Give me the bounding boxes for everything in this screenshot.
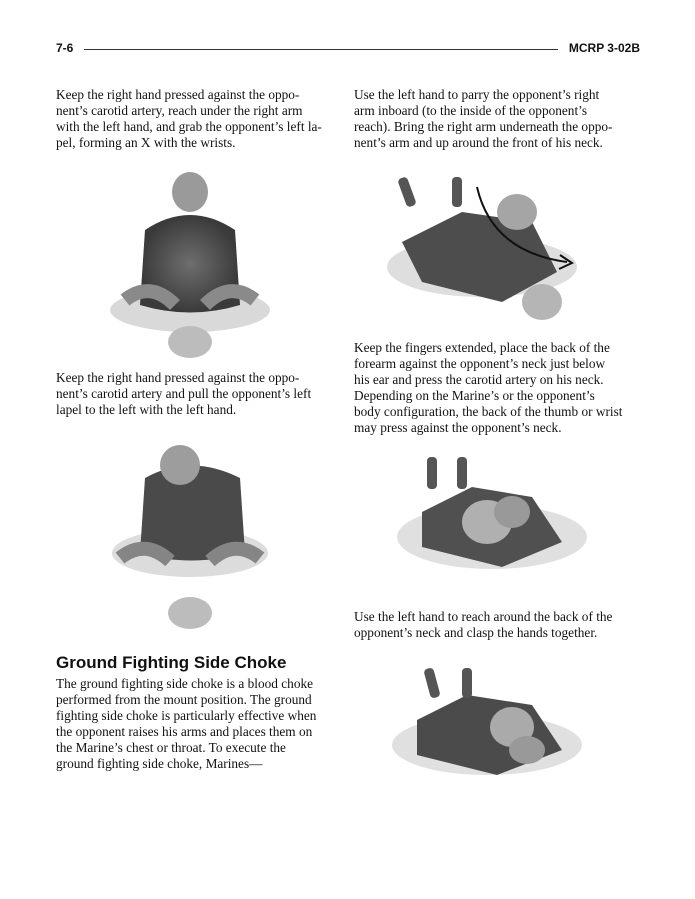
right-paragraph-1 bbox=[354, 87, 639, 151]
text-line: Depending on the Marine’s or the opponent’s bbox=[354, 388, 595, 403]
text-line: lapel to the left with the left hand. bbox=[56, 402, 237, 417]
header-rule bbox=[84, 49, 558, 50]
photo-clasp-hands bbox=[387, 665, 587, 790]
left-paragraph-3 bbox=[56, 676, 331, 772]
text-line: opponent’s neck and clasp the hands together. bbox=[354, 625, 598, 640]
photo-mount-pull-lapel bbox=[105, 443, 275, 633]
text-line: arm inboard (to the inside of the opponent’s bbox=[354, 103, 588, 118]
text-line: ground fighting side choke, Marines— bbox=[56, 756, 263, 771]
photo-parry-arm bbox=[382, 172, 582, 332]
text-line: Keep the right hand pressed against the oppo- bbox=[56, 87, 300, 102]
text-line: Keep the right hand pressed against the oppo- bbox=[56, 370, 300, 385]
photo-mount-grab-lapel bbox=[105, 170, 275, 360]
text-line: pel, forming an X with the wrists. bbox=[56, 135, 236, 150]
text-line: fighting side choke is particularly effective when bbox=[56, 708, 317, 723]
page-number: 7-6 bbox=[56, 41, 74, 55]
text-line: Use the left hand to parry the opponent’s right bbox=[354, 87, 600, 102]
section-heading: Ground Fighting Side Choke bbox=[56, 653, 287, 672]
text-line: Use the left hand to reach around the back of the bbox=[354, 609, 613, 624]
running-header bbox=[56, 41, 640, 59]
text-line: body configuration, the back of the thumb or wrist bbox=[354, 404, 623, 419]
text-line: The ground fighting side choke is a blood choke bbox=[56, 676, 314, 691]
text-line: nent’s carotid artery, reach under the right arm bbox=[56, 103, 303, 118]
text-line: his ear and press the carotid artery on his neck. bbox=[354, 372, 604, 387]
right-paragraph-3 bbox=[354, 609, 639, 641]
text-line: nent’s arm and up around the front of his neck. bbox=[354, 135, 603, 150]
text-line: forearm against the opponent’s neck just below bbox=[354, 356, 606, 371]
text-line: the opponent raises his arms and places them on bbox=[56, 724, 313, 739]
left-paragraph-1 bbox=[56, 87, 331, 151]
text-line: reach). Bring the right arm underneath the oppo- bbox=[354, 119, 613, 134]
left-paragraph-2 bbox=[56, 370, 331, 418]
text-line: with the left hand, and grab the opponent’s left la- bbox=[56, 119, 322, 134]
text-line: performed from the mount position. The ground bbox=[56, 692, 312, 707]
text-line: nent’s carotid artery and pull the opponent’s left bbox=[56, 386, 312, 401]
text-line: Keep the fingers extended, place the back of the bbox=[354, 340, 610, 355]
document-id: MCRP 3-02B bbox=[568, 41, 640, 55]
right-paragraph-2 bbox=[354, 340, 639, 436]
photo-forearm-neck bbox=[392, 452, 592, 587]
text-line: the Marine’s chest or throat. To execute the bbox=[56, 740, 286, 755]
text-line: may press against the opponent’s neck. bbox=[354, 420, 562, 435]
